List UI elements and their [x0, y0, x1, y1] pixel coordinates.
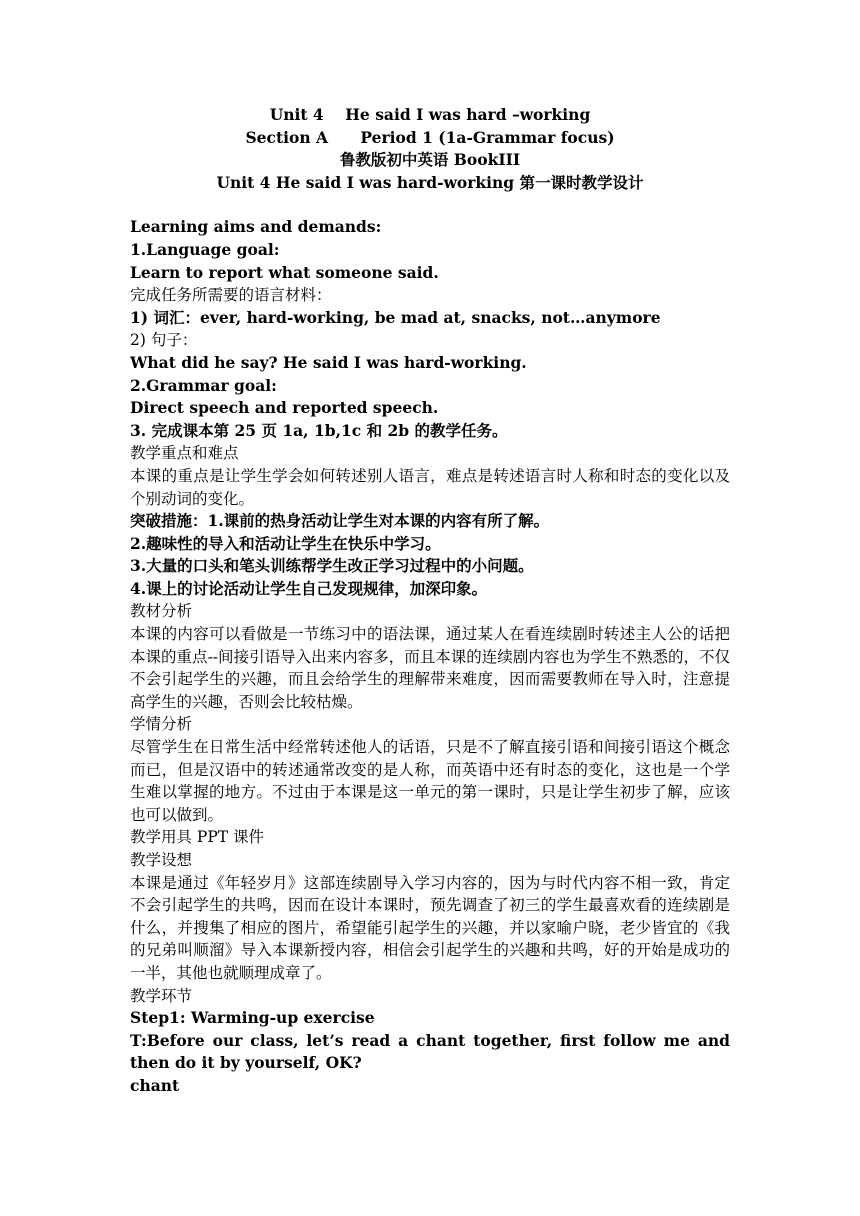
keypoints-heading: 教学重点和难点 — [130, 444, 239, 463]
title-book: 鲁教版初中英语 BookIII — [339, 150, 521, 170]
measure-1: 突破措施：1.课前的热身活动让学生对本课的内容有所了解。 — [130, 511, 550, 531]
measure-3: 3.大量的口头和笔头训练帮学生改正学习过程中的小问题。 — [130, 556, 534, 576]
students-heading: 学情分析 — [130, 715, 193, 734]
steps-heading: 教学环节 — [130, 986, 193, 1005]
sentence-label: 2) 句子： — [130, 331, 198, 350]
vocab-line: 1) 词汇：ever, hard-working, be mad at, snacks, not…anymore — [130, 307, 661, 327]
measure-4: 4.课上的讨论活动让学生自己发现规律，加深印象。 — [130, 578, 488, 598]
document-page — [130, 104, 730, 1098]
language-goal-desc: Learn to report what someone said. — [130, 262, 439, 282]
keypoints-text: 本课的重点是让学生学会如何转述别人语言，难点是转述语言时人称和时态的变化以及个别动词的变化。 — [130, 466, 730, 508]
chant-label: chant — [130, 1075, 180, 1095]
task-line: 3. 完成课本第 25 页 1a, 1b,1c 和 2b 的教学任务。 — [130, 420, 508, 440]
aims-heading: Learning aims and demands: — [130, 217, 382, 237]
teacher-line: T:Before our class, let’s read a chant together, first follow me and then do it by yourself, OK? — [130, 1030, 730, 1073]
students-text: 尽管学生在日常生活中经常转述他人的话语，只是不了解直接引语和间接引语这个概念而已，但是汉语中的转述通常改变的是人称，而英语中还有时态的变化，这也是一个学生难以掌握的地方。不过由于本课是这一单元的第一课时，只是让学生初步了解，应该也可以做到。 — [130, 738, 730, 824]
measure-2: 2.趣味性的导入和活动让学生在快乐中学习。 — [130, 533, 441, 553]
grammar-goal: 2.Grammar goal: — [130, 375, 277, 395]
title-section: Section A Period 1 (1a-Grammar focus) — [245, 127, 615, 147]
materials-label: 完成任务所需要的语言材料： — [130, 286, 332, 305]
sentence-line: What did he say? He said I was hard-working. — [130, 352, 527, 372]
title-design: Unit 4 He said I was hard-working 第一课时教学设计 — [216, 172, 644, 192]
design-heading: 教学设想 — [130, 851, 193, 869]
step1-title: Step1: Warming-up exercise — [130, 1008, 375, 1028]
material-heading: 教材分析 — [130, 602, 193, 621]
title-unit: Unit 4 He said I was hard –working — [269, 105, 591, 124]
grammar-goal-desc: Direct speech and reported speech. — [130, 398, 439, 418]
language-goal: 1.Language goal: — [130, 239, 280, 259]
tools-heading: 教学用具 PPT 课件 — [130, 828, 265, 847]
spacer — [130, 194, 730, 216]
design-text: 本课是通过《年轻岁月》这部连续剧导入学习内容的，因为与时代内容不相一致，肯定不会引起学生的共鸣，因而在设计本课时，预先调查了初三的学生最喜欢看的连续剧是什么，并搜集了相应的图片，希望能引起学生的兴趣，并以家喻户晓，老少皆宜的《我的兄弟叫顺溜》导入本课新授内容，相信会引起学生的兴趣和共鸣，好的开始是成功的一半，其他也就顺理成章了。 — [130, 873, 730, 982]
material-text: 本课的内容可以看做是一节练习中的语法课，通过某人在看连续剧时转述主人公的话把本课的重点--间接引语导入出来内容多，而且本课的连续剧内容也为学生不熟悉的，不仅不会引起学生的兴趣，而且会给学生的理解带来难度，因而需要教师在导入时，注意提高学生的兴趣，否则会比较枯燥。 — [130, 625, 730, 711]
